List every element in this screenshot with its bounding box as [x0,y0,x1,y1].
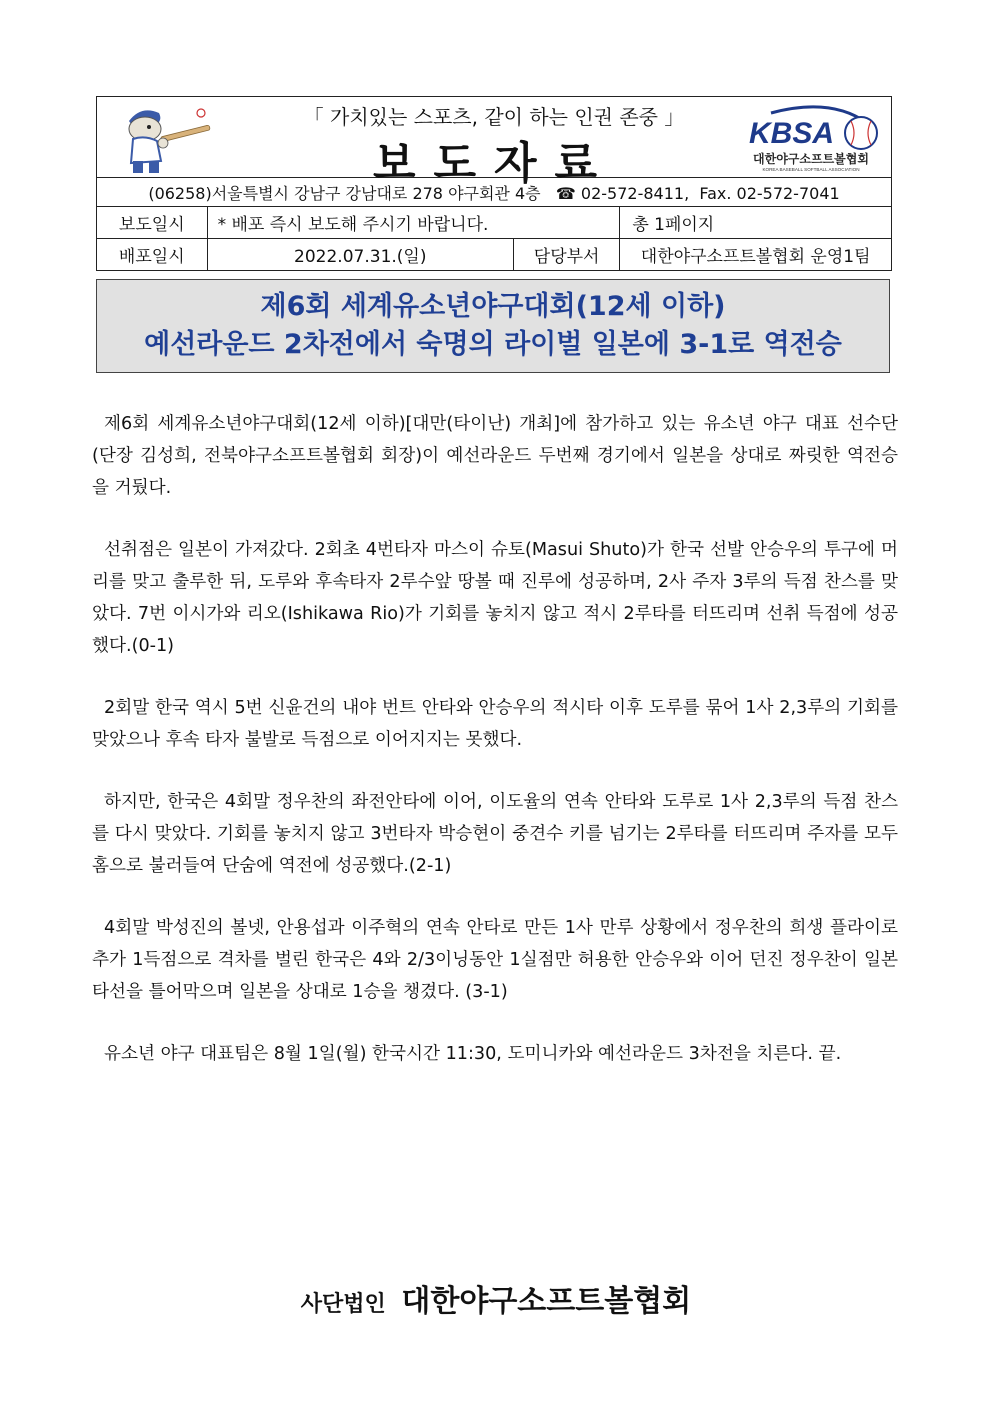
dist-date-value: 2022.07.31.(일) [207,239,513,271]
logo-org-en: KOREA BASEBALL SOFTBALL ASSOCIATION [762,167,860,172]
paragraph: 하지만, 한국은 4회말 정우찬의 좌전안타에 이어, 이도율의 연속 안타와 도루로 1사 2,3루의 득점 찬스를 다시 맞았다. 기회를 놓치지 않고 3번타자 박승현이 중견수 키를 넘기는 2루타를 터뜨리며 주자를 모두 홈으로 불러들여 단숨에 역전에 성공했다.(2-1) [92,792,898,876]
page-title: 보도자료 [372,138,615,189]
logo-org-ko: 대한야구소프트볼협회 [753,152,869,166]
fax: Fax. 02-572-7041 [699,183,840,203]
headline-line-2: 예선라운드 2차전에서 숙명의 라이벌 일본에 3-1로 역전승 [144,329,842,360]
slogan: 「 가치있는 스포츠, 같이 하는 인권 존중 」 [303,105,685,129]
dept-label: 담당부서 [513,239,619,271]
press-header [96,96,892,270]
paragraph: 유소년 야구 대표팀은 8월 1일(월) 한국시간 11:30, 도미니카와 예선라운드 3차전을 치른다. 끝. [104,1044,842,1064]
report-date-label: 보도일시 [97,207,208,239]
dist-date-label: 배포일시 [97,239,208,271]
address: (06258)서울특별시 강남구 강남대로 278 야구회관 4층 [148,183,541,203]
article-body [92,408,898,1100]
footer-prefix: 사단법인 [300,1292,386,1317]
paragraph: 2회말 한국 역시 5번 신윤건의 내야 번트 안타와 안승우의 적시타 이후 도루를 묶어 1사 2,3루의 기회를 맞았으나 후속 타자 불발로 득점으로 이어지지는 못했다. [92,698,898,750]
paragraph: 4회말 박성진의 볼넷, 안용섭과 이주혁의 연속 안타로 만든 1사 만루 상황에서 정우찬의 희생 플라이로 추가 1득점으로 격차를 벌린 한국은 4와 2/3이닝동안 1실점만 허용한 안승우와 이어 던진 정우찬이 일본 타선을 틀어막으며 일본을 상대로 1승을 챙겼다. (3-1) [92,918,898,1002]
logo-text: KBSA [749,117,835,150]
dept-value: 대한야구소프트볼협회 운영1팀 [620,239,892,271]
headline-box [96,279,890,373]
footer-org: 대한야구소프트볼협회 [401,1284,692,1319]
kbsa-logo [741,103,881,173]
footer-signature [0,1276,992,1320]
header-top-cell [97,97,892,189]
headline-line-1: 제6회 세계유소년야구대회(12세 이하) [260,291,726,322]
paragraph: 선취점은 일본이 가져갔다. 2회초 4번타자 마스이 슈토(Masui Shuto)가 한국 선발 안승우의 투구에 머리를 맞고 출루한 뒤, 도루와 후속타자 2루수앞 땅볼 때 진루에 성공하며, 2사 주자 3루의 득점 찬스를 맞았다. 7번 이시가와 리오(Ishikawa Rio)가 기회를 놓치지 않고 적시 2루타를 터뜨리며 선취 득점에 성공했다.(0-1) [92,540,898,656]
report-date-value: * 배포 즉시 보도해 주시기 바랍니다. [207,207,620,239]
page-count: 총 1페이지 [620,207,892,239]
phone: ☎ 02-572-8411, [555,183,690,203]
paragraph: 제6회 세계유소년야구대회(12세 이하)[대만(타이난) 개최]에 참가하고 있는 유소년 야구 대표 선수단(단장 김성희, 전북야구소프트볼협회 회장)이 예선라운드 두번째 경기에서 일본을 상대로 짜릿한 역전승을 거뒀다. [92,414,898,498]
